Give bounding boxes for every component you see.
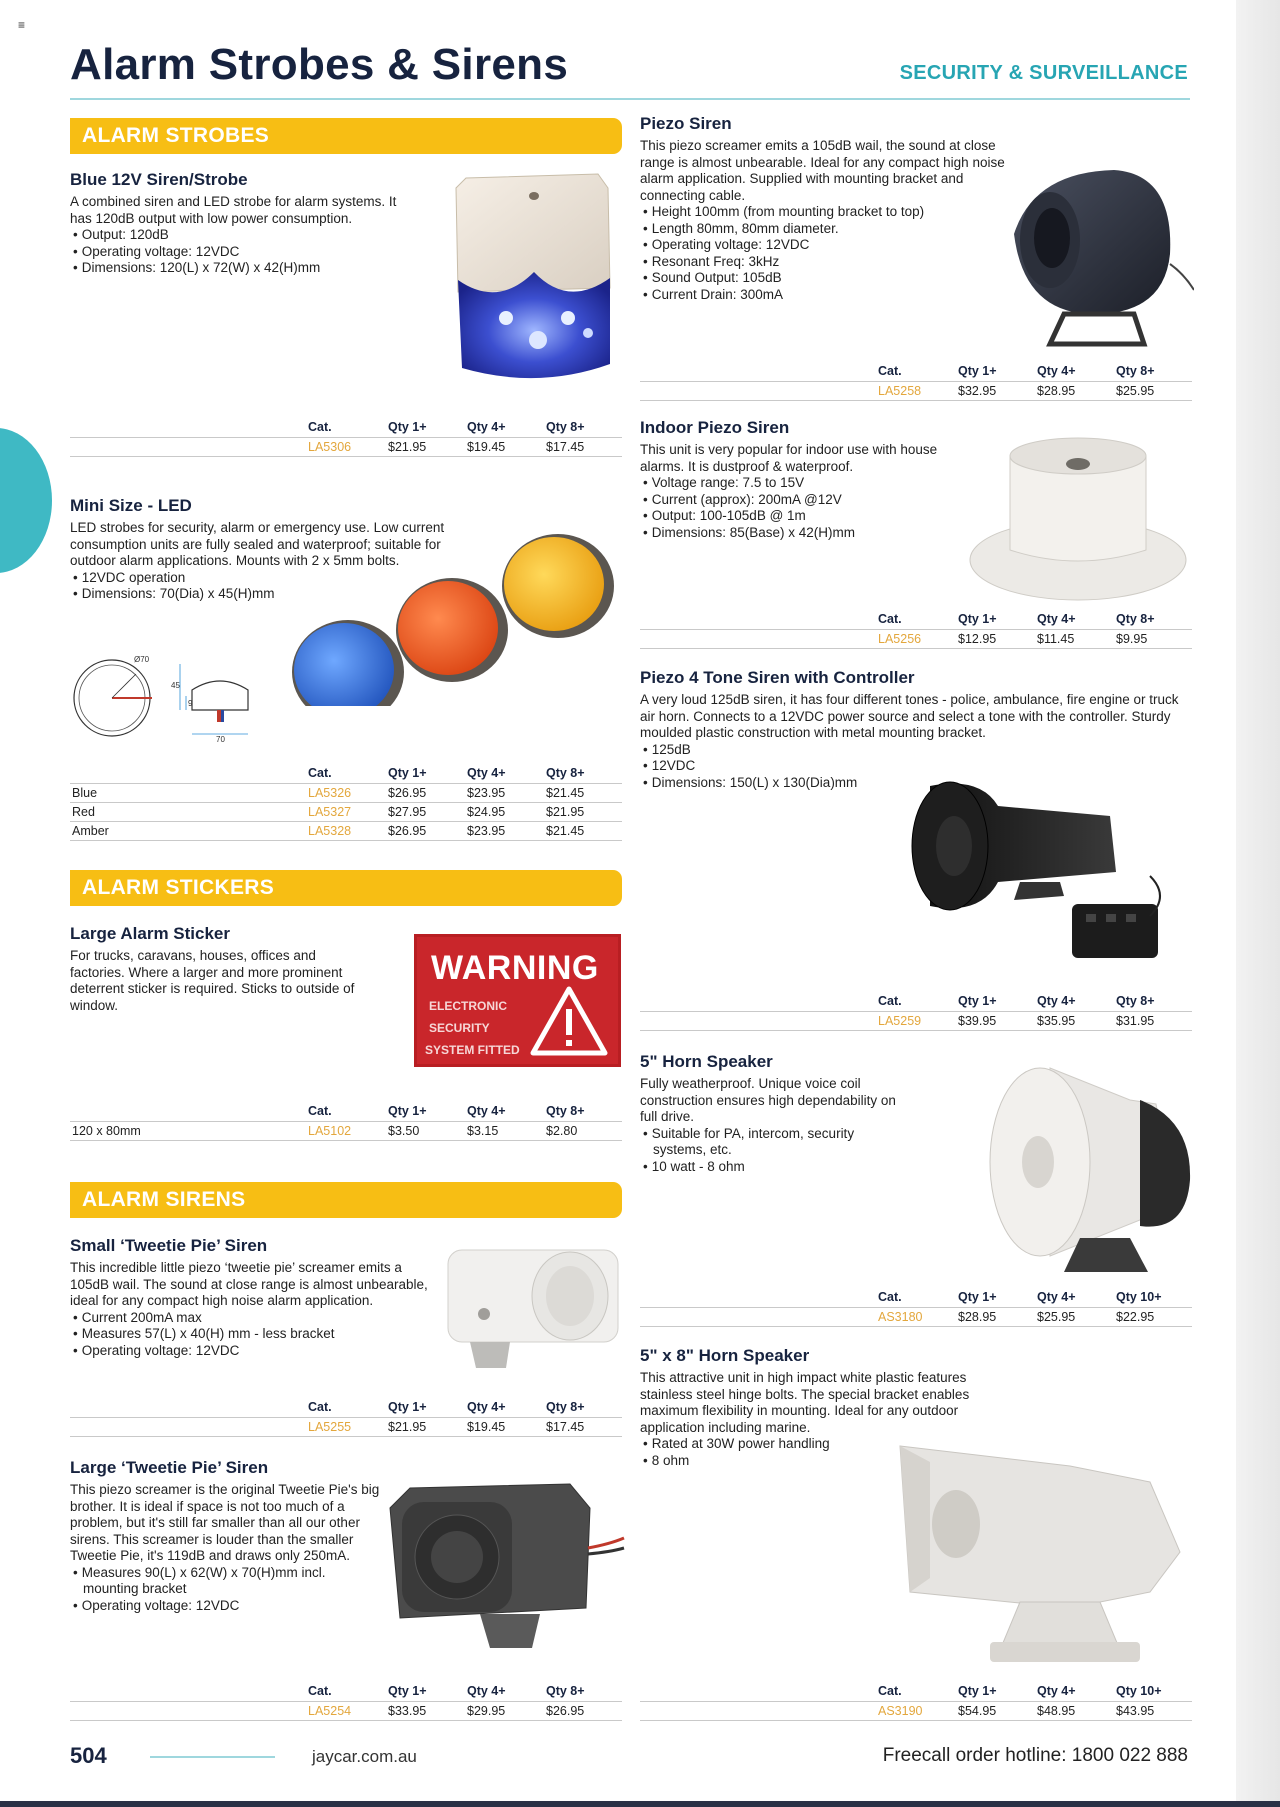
- order-hotline: Freecall order hotline: 1800 022 888: [882, 1745, 1188, 1766]
- product-specs: [70, 1565, 380, 1615]
- price-cell: $2.80: [544, 1122, 622, 1141]
- spec-item: • 12VDC: [640, 758, 1190, 775]
- variant-label: 120 x 80mm: [70, 1122, 306, 1141]
- price-cell: $17.45: [544, 438, 622, 457]
- table-header: Qty 1+: [388, 1684, 427, 1698]
- variant-label: Blue: [70, 784, 306, 803]
- table-header: [640, 362, 876, 382]
- catalog-code[interactable]: LA5256: [876, 630, 956, 649]
- product-name: Indoor Piezo Siren: [640, 418, 790, 437]
- table-header: Qty 8+: [546, 420, 585, 434]
- table-row: [70, 803, 622, 822]
- table-header: [70, 764, 306, 784]
- table-cell: [640, 630, 876, 649]
- price-cell: $25.95: [1114, 382, 1192, 401]
- price-table-5in-horn-speaker: [640, 1288, 1192, 1327]
- catalog-code[interactable]: AS3190: [876, 1702, 956, 1721]
- table-header: Qty 4+: [1037, 1290, 1076, 1304]
- price-cell: $21.45: [544, 822, 622, 841]
- catalog-code[interactable]: AS3180: [876, 1308, 956, 1327]
- diagram-label: 45: [171, 681, 180, 690]
- price-cell: $43.95: [1114, 1702, 1192, 1721]
- price-cell: $54.95: [956, 1702, 1035, 1721]
- spec-item: • 10 watt - 8 ohm: [640, 1159, 910, 1176]
- table-cell: [70, 1702, 306, 1721]
- price-cell: $26.95: [544, 1702, 622, 1721]
- product-name: Piezo 4 Tone Siren with Controller: [640, 668, 915, 687]
- table-header: Qty 8+: [1116, 612, 1155, 626]
- menu-icon[interactable]: ≡: [18, 18, 26, 32]
- sign-headline: WARNING: [431, 949, 599, 987]
- banner-alarm-sirens: ALARM SIRENS: [70, 1182, 622, 1218]
- spec-item: • Current (approx): 200mA @12V: [640, 492, 960, 509]
- table-header: Qty 1+: [958, 612, 997, 626]
- catalog-code[interactable]: LA5102: [306, 1122, 386, 1141]
- 5x8-horn-speaker-image: [870, 1442, 1190, 1672]
- price-table-mini-led: [70, 764, 622, 841]
- product-description: A very loud 125dB siren, it has four different tones - police, ambulance, fire engine or truck air horn. Connects to a 12VDC power source and select a tone with the controller. Sturdy moulded plastic construction with metal mounting bracket.: [640, 692, 1179, 740]
- product-large-tweetie-pie: [70, 1458, 380, 1614]
- spec-item: • Operating voltage: 12VDC: [640, 237, 1012, 254]
- product-name: Piezo Siren: [640, 114, 732, 133]
- price-cell: $35.95: [1035, 1012, 1114, 1031]
- price-cell: $28.95: [956, 1308, 1035, 1327]
- spec-item: • Height 100mm (from mounting bracket to top): [640, 204, 1012, 221]
- spec-item: • Output: 100-105dB @ 1m: [640, 508, 960, 525]
- side-tab-marker: [0, 428, 52, 573]
- table-header: Qty 4+: [467, 1684, 506, 1698]
- table-row: [640, 1308, 1192, 1327]
- price-cell: $23.95: [465, 784, 544, 803]
- table-header: Qty 8+: [1116, 364, 1155, 378]
- indoor-piezo-siren-image: [966, 432, 1191, 607]
- variant-label: Amber: [70, 822, 306, 841]
- 5in-horn-speaker-image: [980, 1060, 1192, 1280]
- price-cell: $33.95: [386, 1702, 465, 1721]
- bottom-bar: [0, 1801, 1280, 1807]
- table-header: Cat.: [878, 612, 902, 626]
- table-header: [70, 1398, 306, 1418]
- product-description: For trucks, caravans, houses, offices and factories. Where a larger and more prominent deterrent sticker is required. Sticks to outside of window.: [70, 948, 355, 1013]
- price-cell: $32.95: [956, 382, 1035, 401]
- spec-item: • Operating voltage: 12VDC: [70, 1598, 380, 1615]
- table-header: Qty 4+: [467, 1400, 506, 1414]
- blue-strobe-image: [448, 168, 618, 398]
- product-specs: [640, 1126, 910, 1176]
- price-cell: $3.50: [386, 1122, 465, 1141]
- table-header: Qty 8+: [1116, 994, 1155, 1008]
- spec-item: • Suitable for PA, intercom, security systems, etc.: [640, 1126, 910, 1159]
- price-cell: $24.95: [465, 803, 544, 822]
- product-specs: [70, 1310, 430, 1360]
- price-cell: $21.95: [386, 438, 465, 457]
- price-cell: $11.45: [1035, 630, 1114, 649]
- price-cell: $9.95: [1114, 630, 1192, 649]
- table-row: [70, 1702, 622, 1721]
- spec-item: • Sound Output: 105dB: [640, 270, 1012, 287]
- table-cell: [70, 438, 306, 457]
- table-row: [640, 1702, 1192, 1721]
- spec-item: • Current 200mA max: [70, 1310, 430, 1327]
- catalog-code[interactable]: LA5259: [876, 1012, 956, 1031]
- product-description: This piezo screamer is the original Tweetie Pie's big brother. It is ideal if space is not too much of a problem, but it's still far smaller than all our other sirens. This screamer is louder than the smaller Tweetie Pie, it's 119dB and draws only 250mA.: [70, 1482, 380, 1563]
- table-row: [640, 382, 1192, 401]
- table-header: Qty 1+: [958, 1290, 997, 1304]
- price-table-alarm-sticker: [70, 1102, 622, 1141]
- table-header: Qty 4+: [1037, 364, 1076, 378]
- product-specs: [640, 204, 1012, 303]
- price-cell: $17.45: [544, 1418, 622, 1437]
- piezo-4-tone-siren-image: [910, 766, 1170, 976]
- table-header: [640, 1288, 876, 1308]
- price-table-indoor-piezo-siren: [640, 610, 1192, 649]
- table-header: Qty 1+: [388, 766, 427, 780]
- table-header: Qty 1+: [388, 420, 427, 434]
- price-cell: $23.95: [465, 822, 544, 841]
- product-description: Fully weatherproof. Unique voice coil construction ensures high dependability on full drive.: [640, 1076, 896, 1124]
- price-cell: $39.95: [956, 1012, 1035, 1031]
- diagram-label: 9: [188, 699, 193, 708]
- product-name: 5" x 8" Horn Speaker: [640, 1346, 810, 1365]
- spec-item: • Operating voltage: 12VDC: [70, 1343, 430, 1360]
- table-header: Qty 8+: [546, 1684, 585, 1698]
- table-header: Qty 1+: [958, 364, 997, 378]
- product-description: A combined siren and LED strobe for alarm systems. It has 120dB output with low power consumption.: [70, 194, 397, 226]
- price-cell: $48.95: [1035, 1702, 1114, 1721]
- spec-item: • Dimensions: 70(Dia) x 45(H)mm: [70, 586, 470, 603]
- price-cell: $29.95: [465, 1702, 544, 1721]
- section-label: SECURITY & SURVEILLANCE: [899, 62, 1188, 84]
- price-table-piezo-4-tone-siren: [640, 992, 1192, 1031]
- table-header: [70, 1102, 306, 1122]
- catalog-code[interactable]: LA5326: [306, 784, 386, 803]
- table-header: Cat.: [308, 1684, 332, 1698]
- catalog-code[interactable]: LA5254: [306, 1702, 386, 1721]
- spec-item: • 12VDC operation: [70, 570, 470, 587]
- price-cell: $21.95: [544, 803, 622, 822]
- product-specs: [70, 227, 410, 277]
- price-table-small-tweetie-pie: [70, 1398, 622, 1437]
- table-header: Qty 1+: [388, 1400, 427, 1414]
- table-row: [640, 630, 1192, 649]
- price-cell: $28.95: [1035, 382, 1114, 401]
- table-cell: [70, 1418, 306, 1437]
- table-header: Qty 4+: [1037, 994, 1076, 1008]
- table-cell: [640, 382, 876, 401]
- table-header: Qty 4+: [1037, 1684, 1076, 1698]
- price-cell: $19.45: [465, 438, 544, 457]
- product-name: Mini Size - LED: [70, 496, 192, 515]
- table-header: Qty 4+: [1037, 612, 1076, 626]
- diagram-label: 70: [216, 735, 225, 744]
- spec-item: • Voltage range: 7.5 to 15V: [640, 475, 960, 492]
- table-header: Cat.: [308, 1400, 332, 1414]
- catalog-code[interactable]: LA5306: [306, 438, 386, 457]
- page-number: 504: [70, 1743, 107, 1768]
- table-header: Qty 4+: [467, 766, 506, 780]
- spec-item: • Dimensions: 85(Base) x 42(H)mm: [640, 525, 960, 542]
- spec-item: • Measures 57(L) x 40(H) mm - less bracket: [70, 1326, 430, 1343]
- product-name: Blue 12V Siren/Strobe: [70, 170, 248, 189]
- spec-item: • Length 80mm, 80mm diameter.: [640, 221, 1012, 238]
- price-cell: $31.95: [1114, 1012, 1192, 1031]
- piezo-siren-image: [994, 164, 1194, 354]
- table-header: Qty 10+: [1116, 1684, 1162, 1698]
- product-name: Small ‘Tweetie Pie’ Siren: [70, 1236, 268, 1255]
- spec-item: • Current Drain: 300mA: [640, 287, 1012, 304]
- table-header: Qty 1+: [958, 1684, 997, 1698]
- spec-item: • Dimensions: 150(L) x 130(Dia)mm: [640, 775, 1190, 792]
- table-header: [640, 1682, 876, 1702]
- product-blue-strobe: [70, 170, 410, 277]
- price-cell: $26.95: [386, 784, 465, 803]
- table-header: [70, 418, 306, 438]
- website-link[interactable]: jaycar.com.au: [312, 1747, 417, 1766]
- table-header: [640, 610, 876, 630]
- price-cell: $27.95: [386, 803, 465, 822]
- price-cell: $19.45: [465, 1418, 544, 1437]
- table-row: [70, 1418, 622, 1437]
- price-cell: $26.95: [386, 822, 465, 841]
- diagram-label: Ø70: [134, 655, 150, 664]
- price-cell: $21.95: [386, 1418, 465, 1437]
- title-divider: [70, 98, 1190, 100]
- catalog-code[interactable]: LA5258: [876, 382, 956, 401]
- price-cell: $12.95: [956, 630, 1035, 649]
- catalog-code[interactable]: LA5255: [306, 1418, 386, 1437]
- price-table-blue-strobe: [70, 418, 622, 457]
- table-row: [640, 1012, 1192, 1031]
- price-table-5x8-horn-speaker: [640, 1682, 1192, 1721]
- table-header: Cat.: [308, 1104, 332, 1118]
- footer-divider: [150, 1756, 275, 1758]
- table-row: [70, 822, 622, 841]
- table-header: Qty 4+: [467, 1104, 506, 1118]
- table-header: Qty 8+: [546, 1104, 585, 1118]
- table-header: [70, 1682, 306, 1702]
- product-small-tweetie-pie: [70, 1236, 430, 1359]
- sign-text: ELECTRONIC: [429, 999, 507, 1013]
- product-specs: [640, 475, 960, 541]
- catalog-code[interactable]: LA5328: [306, 822, 386, 841]
- spec-item: • Dimensions: 120(L) x 72(W) x 42(H)mm: [70, 260, 410, 277]
- table-header: Cat.: [308, 420, 332, 434]
- table-row: [70, 784, 622, 803]
- product-name: Large ‘Tweetie Pie’ Siren: [70, 1458, 269, 1477]
- sign-text: SYSTEM FITTED: [425, 1043, 520, 1057]
- table-cell: [640, 1308, 876, 1327]
- table-header: Qty 10+: [1116, 1290, 1162, 1304]
- spec-item: • 8 ohm: [640, 1453, 990, 1470]
- warning-sticker-image: [414, 934, 621, 1067]
- spec-item: • Measures 90(L) x 62(W) x 70(H)mm incl. mounting bracket: [70, 1565, 380, 1598]
- product-description: This piezo screamer emits a 105dB wail, the sound at close range is almost unbearable. Ideal for any compact high noise alarm application. Supplied with mounting bracket and connecting cable.: [640, 138, 1005, 203]
- table-header: Cat.: [878, 364, 902, 378]
- product-description: This attractive unit in high impact white plastic features stainless steel hinge bolts. The special bracket enables maximum flexibility in mounting. Ideal for any outdoor application including marine.: [640, 1370, 970, 1435]
- product-name: Large Alarm Sticker: [70, 924, 230, 943]
- table-header: Qty 4+: [467, 420, 506, 434]
- page-title: Alarm Strobes & Sirens: [70, 40, 569, 89]
- spec-item: • 125dB: [640, 742, 1190, 759]
- warning-triangle-icon: [529, 985, 609, 1057]
- table-header: Cat.: [878, 1290, 902, 1304]
- sign-text: SECURITY: [429, 1021, 490, 1035]
- page-edge-shadow: [1236, 0, 1280, 1807]
- table-header: Qty 1+: [388, 1104, 427, 1118]
- price-table-piezo-siren: [640, 362, 1192, 401]
- price-table-large-tweetie-pie: [70, 1682, 622, 1721]
- table-header: Cat.: [878, 1684, 902, 1698]
- banner-alarm-strobes: ALARM STROBES: [70, 118, 622, 154]
- table-header: Qty 8+: [546, 1400, 585, 1414]
- product-description: This unit is very popular for indoor use with house alarms. It is dustproof & waterproof.: [640, 442, 938, 474]
- table-header: [640, 992, 876, 1012]
- mini-led-strobes-image: [292, 526, 624, 706]
- product-piezo-siren: [640, 114, 1012, 303]
- table-row: [70, 438, 622, 457]
- banner-alarm-stickers: ALARM STICKERS: [70, 870, 622, 906]
- table-header: Qty 8+: [546, 766, 585, 780]
- table-cell: [640, 1702, 876, 1721]
- large-tweetie-pie-image: [380, 1478, 625, 1658]
- table-header: Cat.: [308, 766, 332, 780]
- spec-item: • Output: 120dB: [70, 227, 410, 244]
- product-name: 5" Horn Speaker: [640, 1052, 773, 1071]
- price-cell: $3.15: [465, 1122, 544, 1141]
- product-alarm-sticker: [70, 924, 360, 1014]
- variant-label: Red: [70, 803, 306, 822]
- table-header: Cat.: [878, 994, 902, 1008]
- product-indoor-piezo-siren: [640, 418, 960, 541]
- product-description: LED strobes for security, alarm or emergency use. Low current consumption units are fully sealed and waterproof; suitable for outdoor alarm applications. Mounts with 2 x 5mm bolts.: [70, 520, 445, 568]
- product-description: This incredible little piezo ‘tweetie pie’ screamer emits a 105dB wail. The sound at close range is almost unbearable, ideal for any compact high noise alarm application.: [70, 1260, 428, 1308]
- table-header: Qty 1+: [958, 994, 997, 1008]
- spec-item: • Rated at 30W power handling: [640, 1436, 990, 1453]
- price-cell: $21.45: [544, 784, 622, 803]
- product-5in-horn-speaker: [640, 1052, 910, 1175]
- table-cell: [640, 1012, 876, 1031]
- spec-item: • Operating voltage: 12VDC: [70, 244, 410, 261]
- spec-item: • Resonant Freq: 3kHz: [640, 254, 1012, 271]
- small-tweetie-pie-image: [440, 1244, 620, 1374]
- price-cell: $22.95: [1114, 1308, 1192, 1327]
- price-cell: $25.95: [1035, 1308, 1114, 1327]
- mini-led-dimension-diagram: [70, 652, 285, 747]
- catalog-code[interactable]: LA5327: [306, 803, 386, 822]
- table-row: [70, 1122, 622, 1141]
